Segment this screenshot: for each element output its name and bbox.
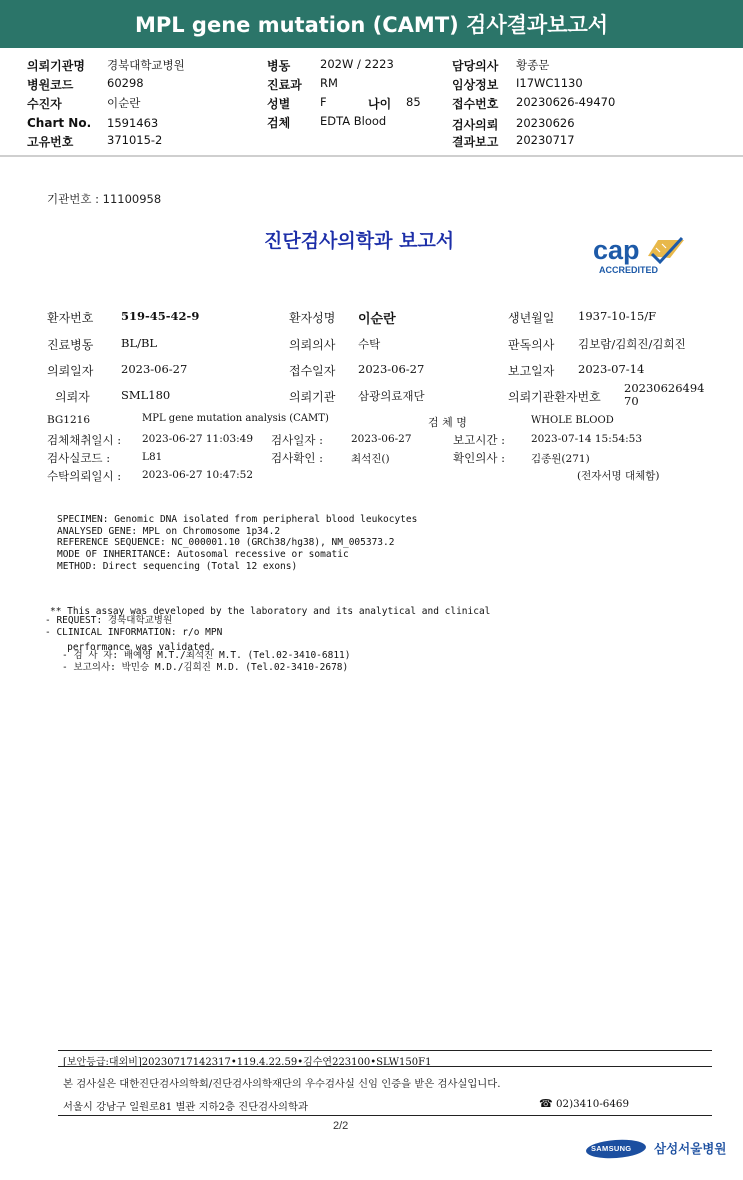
institution-number: 기관번호 : 11100958 [47, 192, 162, 206]
time-value: 2023-07-14 15:54:53 [531, 433, 643, 445]
detail-line: ANALYSED GENE: MPL on Chromosome 1p34.2 [57, 525, 281, 537]
header-label: 고유번호 [27, 135, 74, 149]
patient-value: 삼광의료재단 [358, 389, 425, 403]
note-line: ** This assay was developed by the laboratory and its analytical and clinical [50, 606, 491, 618]
header-value: 이순란 [107, 96, 141, 110]
test-code: BG1216 [47, 414, 91, 426]
patient-value: 519-45-42-9 [121, 309, 200, 323]
signature-note: (전자서명 대체함) [577, 470, 660, 482]
patient-value: BL/BL [121, 336, 158, 350]
patient-label: 환자번호 [47, 311, 94, 325]
header-value: 20230626-49470 [516, 95, 616, 109]
telephone-icon: ☎ [539, 1097, 553, 1110]
time-label: 수탁의뢰일시 : [47, 469, 122, 483]
patient-value: 김보람/김희진/김희진 [578, 337, 686, 351]
note-line: performance was validated. [50, 641, 216, 653]
patient-label: 의뢰기관환자번호 [508, 390, 601, 404]
cap-accredited-logo [592, 234, 688, 280]
patient-value: 2023-07-14 [578, 362, 645, 376]
patient-value: 2023-06-27 [358, 362, 425, 376]
patient-value: SML180 [121, 388, 171, 402]
banner-title: MPL gene mutation (CAMT) 검사결과보고서 [134, 13, 609, 37]
time-label: 보고시간 : [453, 433, 505, 447]
footer-mid-divider [58, 1066, 712, 1067]
certification-text: 본 검사실은 대한진단검사의학회/진단검사의학재단의 우수검사실 신임 인증을 받은 검사실입니다. [63, 1078, 501, 1090]
specimen-label: 검 체 명 [428, 416, 467, 429]
lab-address: 서울시 강남구 일원로81 별관 지하2층 진단검사의학과 [63, 1101, 308, 1113]
time-value: 김종원(271) [531, 453, 590, 465]
header-value: 60298 [107, 76, 144, 90]
header-label: 검체 [267, 116, 291, 130]
time-label: 검체채취일시 : [47, 433, 122, 447]
patient-label: 진료병동 [47, 338, 94, 352]
header-value: EDTA Blood [320, 114, 387, 128]
patient-label: 환자성명 [289, 311, 336, 325]
time-label: 검사일자 : [271, 433, 323, 447]
header-label: 담당의사 [452, 59, 499, 73]
detail-line: METHOD: Direct sequencing (Total 12 exons) [57, 560, 298, 572]
patient-value: 2023-06-27 [121, 362, 188, 376]
patient-label: 의뢰의사 [289, 338, 336, 352]
header-label: 성별 [267, 97, 291, 111]
hospital-name: 삼성서울병원 [654, 1141, 727, 1156]
detail-line: MODE OF INHERITANCE: Autosomal recessive or somatic [57, 549, 349, 561]
samsung-badge-text: SAMSUNG [591, 1144, 632, 1153]
time-value: 2023-06-27 10:47:52 [142, 469, 254, 481]
cap-text: cap [593, 235, 640, 265]
request-line: - REQUEST: 경북대학교병원 [45, 615, 173, 626]
header-label: 수진자 [27, 97, 62, 111]
time-value: 최석진() [351, 453, 390, 465]
specimen-value: WHOLE BLOOD [531, 415, 614, 426]
header-value: I17WC1130 [516, 76, 583, 90]
header-label: 접수번호 [452, 97, 499, 111]
header-value: RM [320, 76, 338, 90]
header-value: 20230717 [516, 133, 575, 147]
specimen-details [57, 514, 417, 573]
header-label: 병동 [267, 59, 291, 73]
header-value: 경북대학교병원 [107, 58, 185, 72]
time-label: 검사확인 : [271, 451, 323, 465]
header-divider [0, 155, 743, 157]
header-label: 임상정보 [452, 78, 499, 92]
staff-line: - 검 사 자: 배예영 M.T./최석진 M.T. (Tel.02-3410-6811) [62, 650, 351, 661]
patient-label: 의뢰기관 [289, 390, 336, 404]
time-value: L81 [142, 451, 163, 463]
header-value: 황종문 [516, 58, 550, 72]
footer-top-divider [58, 1050, 712, 1051]
header-value: 1591463 [107, 116, 159, 130]
patient-label: 의뢰일자 [47, 364, 94, 378]
header-label: 의뢰기관명 [27, 59, 85, 73]
header-label: 나이 [368, 97, 392, 111]
time-value: 2023-06-27 11:03:49 [142, 433, 254, 445]
patient-name: 이순란 [358, 312, 396, 327]
header-label: 진료과 [267, 78, 302, 92]
time-label: 검사실코드 : [47, 451, 111, 465]
request-line: - CLINICAL INFORMATION: r/o MPN [45, 627, 223, 638]
header-value: F [320, 95, 327, 109]
header-value: 20230626 [516, 116, 575, 130]
patient-label: 판독의사 [508, 338, 555, 352]
patient-label: 의뢰자 [55, 390, 90, 404]
staff-info [62, 650, 351, 674]
footer-bottom-divider [58, 1115, 712, 1116]
cap-subtext: ACCREDITED [599, 265, 659, 275]
samsung-logo [585, 1139, 647, 1159]
staff-line: - 보고의사: 박민승 M.D./김희진 M.D. (Tel.02-3410-2678) [62, 662, 349, 673]
test-name: MPL gene mutation analysis (CAMT) [142, 413, 329, 424]
detail-line: SPECIMEN: Genomic DNA isolated from peripheral blood leukocytes [57, 514, 418, 525]
patient-label: 생년월일 [508, 311, 555, 325]
header-value: 85 [406, 95, 421, 109]
security-line: [보안등급:대외비]20230717142317•119.4.22.59•김수연223100•SLW150F1 [63, 1057, 432, 1068]
patient-label: 접수일자 [289, 364, 336, 378]
report-title: 진단검사의학과 보고서 [264, 230, 455, 252]
header-label: 결과보고 [452, 135, 499, 149]
header-label: 병원코드 [27, 78, 74, 92]
time-value: 2023-06-27 [351, 433, 412, 445]
patient-value: 1937-10-15/F [578, 309, 657, 323]
header-value: 202W / 2223 [320, 57, 394, 71]
header-label: 검사의뢰 [452, 118, 499, 132]
detail-line: REFERENCE SEQUENCE: NC_000001.10 (GRCh38/hg38), NM_005373.2 [57, 537, 395, 549]
patient-value: 수탁 [358, 337, 381, 351]
patient-label: 보고일자 [508, 364, 555, 378]
header-label: Chart No. [27, 116, 92, 130]
patient-value: 2023062649470 [624, 381, 705, 408]
lab-phone: 02)3410-6469 [556, 1098, 630, 1110]
request-info [45, 615, 222, 639]
header-value: 371015-2 [107, 133, 163, 147]
page-number: 2/2 [333, 1120, 349, 1132]
time-label: 확인의사 : [453, 451, 505, 465]
